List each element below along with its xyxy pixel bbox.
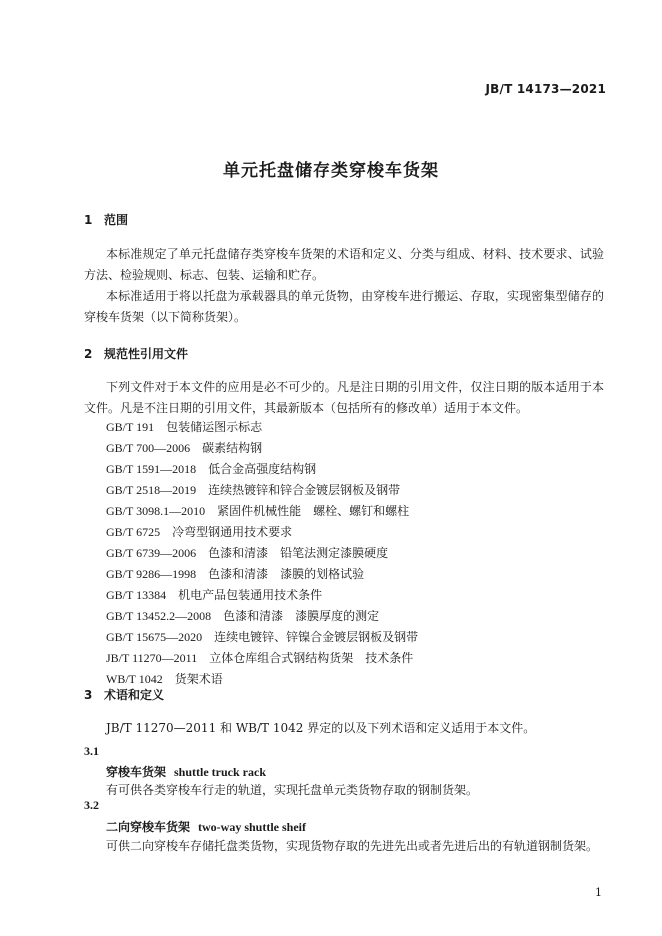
section-3-paragraph-1: JB/T 11270—2011 和 WB/T 1042 界定的以及下列术语和定义适用于本文件。 bbox=[106, 721, 536, 735]
reference-item: GB/T 9286—1998 色漆和清漆 漆膜的划格试验 bbox=[106, 567, 365, 581]
term-number: 3.2 bbox=[84, 798, 99, 812]
section-1-heading bbox=[84, 211, 128, 228]
section-title: 范围 bbox=[104, 213, 129, 227]
section-3-heading bbox=[84, 686, 164, 703]
term-definition: 可供二向穿梭车存储托盘类货物，实现货物存取的先进先出或者先进后出的有轨道钢制货架。 bbox=[106, 839, 599, 853]
reference-item: GB/T 13384 机电产品包装通用技术条件 bbox=[106, 588, 323, 602]
page-number: 1 bbox=[595, 886, 602, 899]
reference-item: GB/T 700—2006 碳素结构钢 bbox=[106, 441, 263, 455]
reference-item: WB/T 1042 货架术语 bbox=[106, 672, 223, 686]
reference-item: GB/T 13452.2—2008 色漆和清漆 漆膜厚度的测定 bbox=[106, 609, 380, 623]
reference-item: GB/T 191 包装储运图示标志 bbox=[106, 420, 263, 434]
reference-item: GB/T 15675—2020 连续电镀锌、锌镍合金镀层钢板及钢带 bbox=[106, 630, 419, 644]
reference-item: GB/T 2518—2019 连续热镀锌和锌合金镀层钢板及钢带 bbox=[106, 483, 401, 497]
section-number: 3 bbox=[84, 688, 93, 702]
section-2-paragraph-1: 下列文件对于本文件的应用是必不可少的。凡是注日期的引用文件，仅注日期的版本适用于本文件。凡是不注日期的引用文件，其最新版本（包括所有的修改单）适用于本文件。 bbox=[84, 380, 604, 415]
term-heading: 穿梭车货架 shuttle truck rack bbox=[106, 765, 267, 779]
reference-item: GB/T 1591—2018 低合金高强度结构钢 bbox=[106, 462, 317, 476]
term-heading: 二向穿梭车货架 two-way shuttle sheif bbox=[106, 820, 307, 834]
reference-item: GB/T 3098.1—2010 紧固件机械性能 螺栓、螺钉和螺柱 bbox=[106, 504, 410, 518]
document-title: 单元托盘储存类穿梭车货架 bbox=[223, 161, 439, 181]
reference-item: GB/T 6725 冷弯型钢通用技术要求 bbox=[106, 525, 293, 539]
reference-item: GB/T 6739—2006 色漆和清漆 铅笔法测定漆膜硬度 bbox=[106, 546, 389, 560]
section-number: 1 bbox=[84, 213, 93, 227]
section-2-heading bbox=[84, 345, 188, 362]
section-title: 规范性引用文件 bbox=[104, 347, 189, 361]
section-title: 术语和定义 bbox=[104, 688, 165, 702]
standard-code: JB/T 14173—2021 bbox=[485, 82, 606, 96]
term-definition: 有可供各类穿梭车行走的轨道，实现托盘单元类货物存取的钢制货架。 bbox=[106, 783, 479, 797]
term-number: 3.1 bbox=[84, 744, 99, 758]
section-1-paragraph-2: 本标准适用于将以托盘为承载器具的单元货物，由穿梭车进行搬运、存取，实现密集型储存的穿梭车货架（以下简称货架）。 bbox=[84, 289, 604, 324]
section-1-paragraph-1: 本标准规定了单元托盘储存类穿梭车货架的术语和定义、分类与组成、材料、技术要求、试验方法、检验规则、标志、包装、运输和贮存。 bbox=[84, 247, 604, 282]
reference-item: JB/T 11270—2011 立体仓库组合式钢结构货架 技术条件 bbox=[106, 651, 414, 665]
section-number: 2 bbox=[84, 347, 93, 361]
